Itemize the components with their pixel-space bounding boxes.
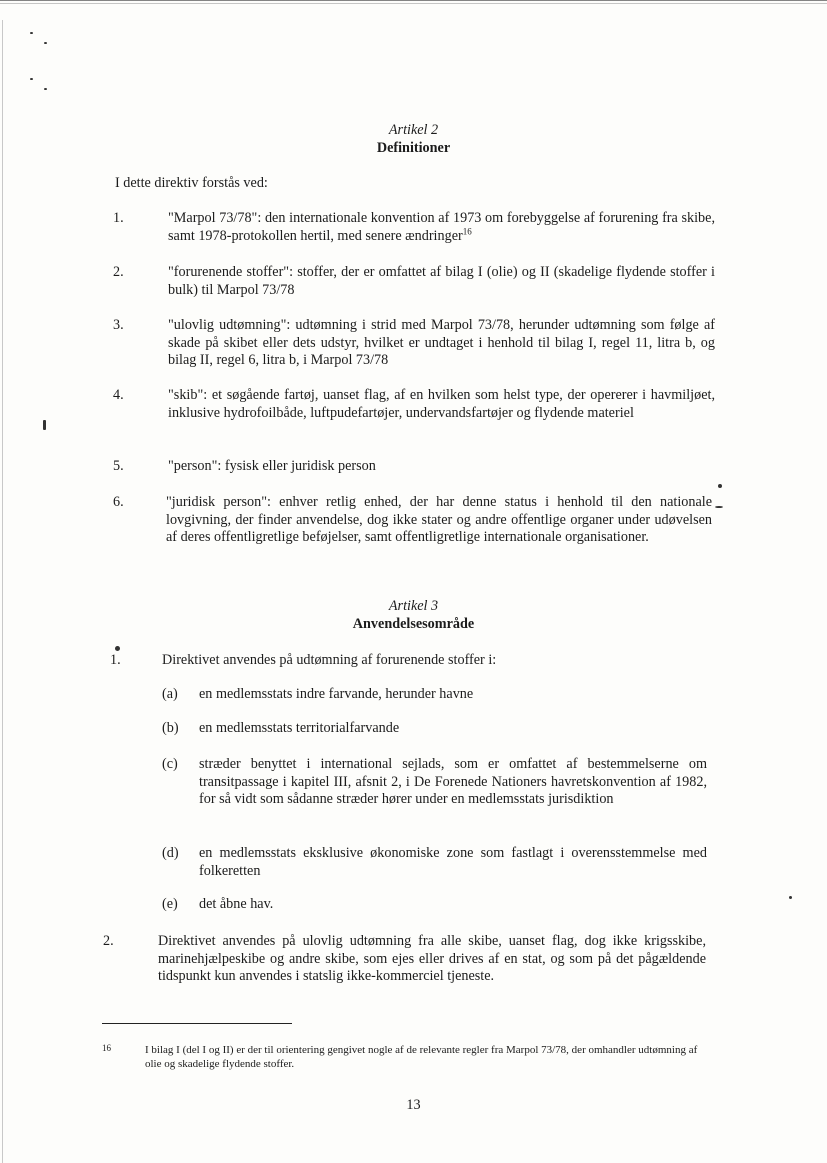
scan-speck bbox=[44, 88, 47, 90]
subitem-text: en medlemsstats indre farvande, herunder havne bbox=[199, 686, 474, 702]
footnote-text: I bilag I (del I og II) er der til orientering gengivet nogle af de relevante regler fra Marpol 73/78, der omhandler udtømning af olie og skadelige flydende stoffer. bbox=[145, 1044, 698, 1070]
scan-speck bbox=[43, 420, 46, 430]
paragraph-number: 2. bbox=[103, 933, 114, 949]
definition-number: 5. bbox=[113, 458, 124, 474]
page-number: 13 bbox=[406, 1097, 421, 1113]
article3-subtitle: Anvendelsesområde bbox=[352, 616, 475, 632]
subitem-text: en medlemsstats eksklusive økonomiske zone som fastlagt i overensstemmelse med folkeretten bbox=[199, 845, 707, 879]
subitem-text: en medlemsstats territorialfarvande bbox=[199, 720, 400, 736]
definition-text: "Marpol 73/78": den internationale konvention af 1973 om forebyggelse af forurening fra skibe, samt 1978-protokollen hertil, med senere ændringer bbox=[168, 210, 715, 244]
scan-speck bbox=[30, 78, 33, 80]
scan-speck bbox=[718, 484, 722, 488]
definition-number: 1. bbox=[113, 210, 124, 226]
definition-text: "ulovlig udtømning": udtømning i strid med Marpol 73/78, herunder udtømning som følge af skade på skibet eller dets udstyr, hvilket er undtaget i henhold til bilag I, regel 11, litra b, og bilag II, regel 6, litra b, i Marpol 73/78 bbox=[168, 317, 715, 368]
scan-speck bbox=[44, 42, 47, 44]
article2-subtitle: Definitioner bbox=[376, 140, 451, 156]
definition-number: 3. bbox=[113, 317, 124, 333]
subitem-label: (d) bbox=[162, 845, 179, 861]
scan-speck bbox=[30, 32, 33, 34]
article2-title: Artikel 2 bbox=[388, 122, 439, 138]
paragraph-text: Direktivet anvendes på udtømning af forurenende stoffer i: bbox=[162, 652, 497, 668]
scan-speck bbox=[115, 646, 120, 651]
scan-speck bbox=[715, 506, 723, 508]
subitem-text: det åbne hav. bbox=[199, 896, 274, 912]
paragraph-number: 1. bbox=[110, 652, 121, 668]
subitem-label: (b) bbox=[162, 720, 179, 736]
footnote-number: 16 bbox=[102, 1043, 111, 1053]
definition-text: "skib": et søgående fartøj, uanset flag, af en hvilken som helst type, der opererer i havmiljøet, inklusive hydrofoilbåde, luftpudefartøjer, undervandsfartøjer og flydende materiel bbox=[168, 387, 715, 421]
scan-border-left bbox=[2, 20, 3, 1163]
scan-border-top bbox=[0, 0, 827, 5]
article3-title: Artikel 3 bbox=[388, 598, 439, 614]
subitem-label: (a) bbox=[162, 686, 178, 702]
definition-number: 6. bbox=[113, 494, 124, 510]
definition-item bbox=[168, 210, 715, 245]
definition-text: "person": fysisk eller juridisk person bbox=[168, 458, 376, 474]
definition-text: "juridisk person": enhver retlig enhed, der har denne status i henhold til den nationale lovgivning, der finder anvendelse, dog ikke stater og andre offentlige organer under udøvelsen af deres offentligretlige beføjelser, samt offentligretlige internationale organisationer. bbox=[166, 494, 712, 545]
definition-number: 2. bbox=[113, 264, 124, 280]
subitem-label: (e) bbox=[162, 896, 178, 912]
definition-text: "forurenende stoffer": stoffer, der er omfattet af bilag I (olie) og II (skadelige flydende stoffer i bulk) til Marpol 73/78 bbox=[168, 264, 715, 298]
footnote-ref: 16 bbox=[462, 225, 472, 236]
paragraph-text: Direktivet anvendes på ulovlig udtømning fra alle skibe, uanset flag, dog ikke krigsskibe, marinehjælpeskibe og andre skibe, som ejes eller drives af en stat, og som på det pågældende tidspunkt kun anvendes i statslig ikke-kommerciel tjeneste. bbox=[158, 933, 706, 984]
subitem-text: stræder benyttet i international sejlads, som er omfattet af bestemmelserne om transitpassage i kapitel III, afsnit 2, i De Forenede Nationers havretskonvention af 1982, for så vidt som sådanne stræder hører under en medlemsstats jurisdiktion bbox=[199, 756, 707, 807]
footnote-separator bbox=[102, 1023, 292, 1024]
subitem-label: (c) bbox=[162, 756, 178, 772]
definition-number: 4. bbox=[113, 387, 124, 403]
scan-speck bbox=[789, 896, 792, 899]
article2-intro: I dette direktiv forstås ved: bbox=[115, 175, 268, 191]
